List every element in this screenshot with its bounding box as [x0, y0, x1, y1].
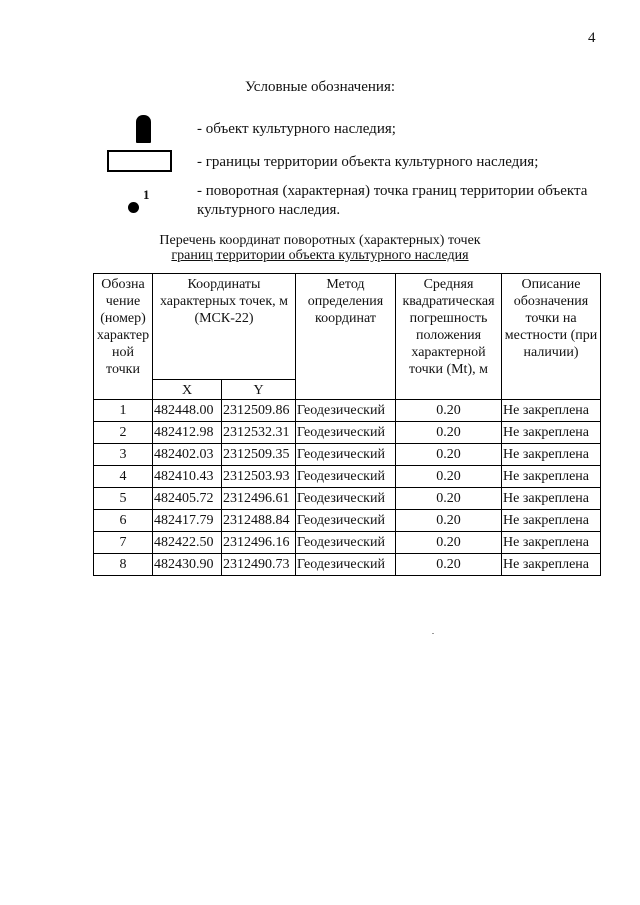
- cell-method: Геодезический: [296, 422, 396, 444]
- cell-point-number: 5: [94, 488, 153, 510]
- table-row: [94, 422, 601, 444]
- cell-point-number: 2: [94, 422, 153, 444]
- table-row: [94, 400, 601, 422]
- header-y: Y: [222, 380, 296, 400]
- legend-title: Условные обозначения:: [244, 79, 396, 95]
- cell-method: Геодезический: [296, 400, 396, 422]
- turning-point-marker-number: 1: [143, 187, 150, 202]
- table-row: [94, 554, 601, 576]
- cell-description: Не закреплена: [502, 466, 601, 488]
- cell-x: 482402.03: [153, 444, 222, 466]
- cell-description: Не закреплена: [502, 488, 601, 510]
- scan-speck: [432, 633, 434, 634]
- cell-y: 2312532.31: [222, 422, 296, 444]
- header-error: Средняя квадратическая погрешность положения характерной точки (Mt), м: [396, 274, 502, 400]
- table-row: [94, 532, 601, 554]
- coordinates-table: [93, 273, 601, 576]
- cell-error: 0.20: [396, 532, 502, 554]
- cell-y: 2312488.84: [222, 510, 296, 532]
- coordinates-list-title: [0, 233, 640, 263]
- cell-method: Геодезический: [296, 488, 396, 510]
- cell-point-number: 6: [94, 510, 153, 532]
- cell-method: Геодезический: [296, 532, 396, 554]
- page-number: 4: [588, 30, 596, 46]
- list-title-line1: Перечень координат поворотных (характерных) точек: [159, 233, 481, 248]
- cell-method: Геодезический: [296, 444, 396, 466]
- cell-y: 2312509.86: [222, 400, 296, 422]
- table-row: [94, 488, 601, 510]
- header-x: X: [153, 380, 222, 400]
- cell-x: 482410.43: [153, 466, 222, 488]
- cell-y: 2312509.35: [222, 444, 296, 466]
- table-row: [94, 510, 601, 532]
- cell-method: Геодезический: [296, 554, 396, 576]
- cell-point-number: 3: [94, 444, 153, 466]
- table-row: [94, 466, 601, 488]
- table-row: [94, 444, 601, 466]
- legend-text-point: - поворотная (характерная) точка границ территории объекта культурного наследия.: [197, 183, 588, 218]
- cell-description: Не закреплена: [502, 422, 601, 444]
- cell-error: 0.20: [396, 422, 502, 444]
- territory-border-icon: [107, 150, 172, 172]
- cell-y: 2312503.93: [222, 466, 296, 488]
- list-title-line2: границ территории объекта культурного наследия: [171, 248, 469, 263]
- cell-method: Геодезический: [296, 510, 396, 532]
- cell-point-number: 1: [94, 400, 153, 422]
- cell-error: 0.20: [396, 466, 502, 488]
- header-coordinates: Координаты характерных точек, м (МСК-22): [153, 274, 296, 380]
- cell-error: 0.20: [396, 488, 502, 510]
- cell-error: 0.20: [396, 400, 502, 422]
- cell-description: Не закреплена: [502, 532, 601, 554]
- cell-y: 2312496.61: [222, 488, 296, 510]
- cultural-object-icon: [136, 115, 151, 143]
- cell-description: Не закреплена: [502, 510, 601, 532]
- cell-description: Не закреплена: [502, 400, 601, 422]
- header-description: Описание обозначения точки на местности (при наличии): [502, 274, 601, 400]
- header-number: Обозна чение (номер) характер ной точки: [94, 274, 153, 400]
- cell-error: 0.20: [396, 444, 502, 466]
- cell-x: 482422.50: [153, 532, 222, 554]
- cell-y: 2312490.73: [222, 554, 296, 576]
- cell-description: Не закреплена: [502, 554, 601, 576]
- cell-x: 482417.79: [153, 510, 222, 532]
- cell-point-number: 7: [94, 532, 153, 554]
- cell-x: 482405.72: [153, 488, 222, 510]
- legend-text-object: - объект культурного наследия;: [197, 121, 396, 137]
- cell-error: 0.20: [396, 510, 502, 532]
- table-body: [94, 400, 601, 576]
- cell-method: Геодезический: [296, 466, 396, 488]
- turning-point-icon: [128, 202, 139, 213]
- cell-y: 2312496.16: [222, 532, 296, 554]
- cell-x: 482412.98: [153, 422, 222, 444]
- cell-point-number: 4: [94, 466, 153, 488]
- header-method: Метод определения координат: [296, 274, 396, 400]
- cell-description: Не закреплена: [502, 444, 601, 466]
- cell-x: 482430.90: [153, 554, 222, 576]
- cell-x: 482448.00: [153, 400, 222, 422]
- cell-error: 0.20: [396, 554, 502, 576]
- cell-point-number: 8: [94, 554, 153, 576]
- legend-text-border: - границы территории объекта культурного наследия;: [197, 154, 539, 170]
- table-header-row: [94, 274, 601, 380]
